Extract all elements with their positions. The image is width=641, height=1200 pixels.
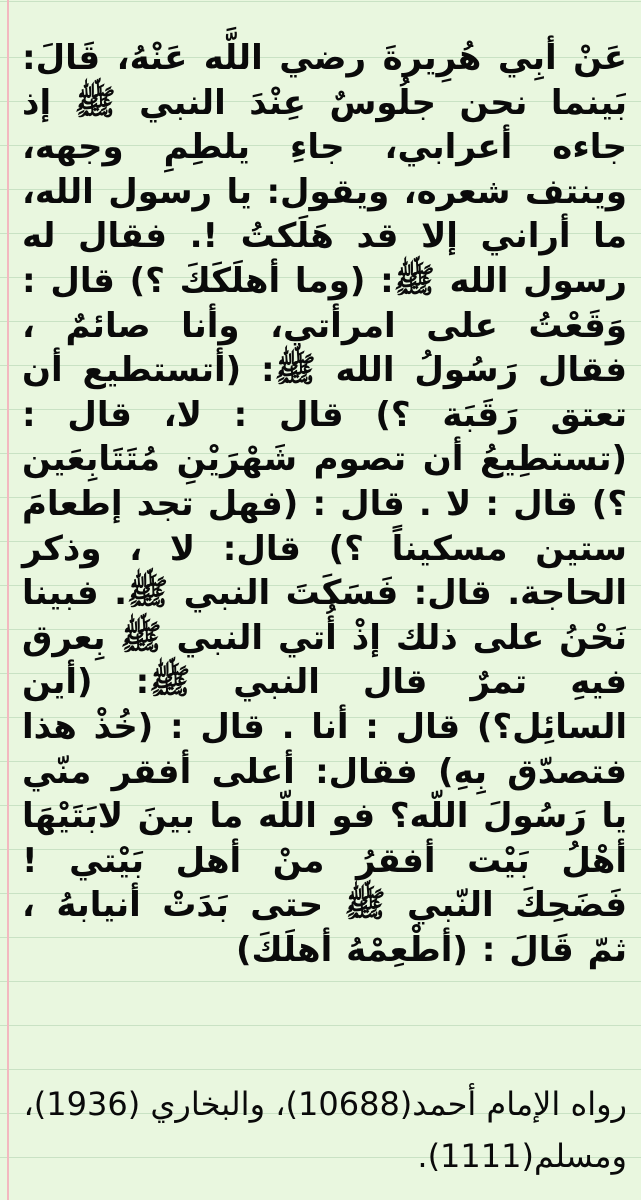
- hadith-text-block: [22, 36, 627, 972]
- hadith-text: عَنْ أبِي هُرِيرةَ رضي اللَّه عَنْهُ، قَالَ: بَينما نحن جلُوسٌ عِنْدَ النبي ﷺ إذ جاءه أعرابي، جاءِ يلطِمِ وجهه، وينتف شعره، ويقول: يا رسول الله، ما أراني إلا قد هَلَكتُ !. فقال له رسول الله ﷺ: (وما أهلَكَكَ ؟) قال : وَقَعْتُ على امرأتي، وأنا صائمٌ ، فقال رَسُولُ الله ﷺ: (أتستطيع أن تعتق رَقَبَة ؟) قال : لا، قال : (تستطِيعُ أن تصوم شَهْرَيْنِ مُتَتَابِعَين ؟) قال : لا . قال : (فهل تجد إطعامَ ستين مسكيناً ؟) قال: لا ، وذكر الحاجة. قال: فَسَكَتَ النبي ﷺ. فبينا نَحْنُ على ذلك إذْ أُتي النبي ﷺ بِعرق فيهِ تمرٌ قال النبي ﷺ: (أين السائِل؟) قال : أنا . قال : (خُذْ هذا فتصدّق بِهِ) فقال: أعلى أفقر منّي يا رَسُولَ اللّه؟ فو اللّه ما بينَ لابَتَيْهَا أهْلُ بَيْت أفقرُ منْ أهل بَيْتي ! فَضَحِكَ النّبي ﷺ حتى بَدَتْ أنيابهُ ، ثمّ قَالَ : (أطْعِمْهُ أهلَكَ): [22, 38, 627, 970]
- source-reference: رواه الإمام أحمد(10688)، والبخاري (1936)، ومسلم(1111).: [23, 1085, 627, 1175]
- source-reference-block: [22, 1078, 627, 1182]
- margin-line: [7, 0, 9, 1200]
- blank-space: [22, 1015, 627, 1075]
